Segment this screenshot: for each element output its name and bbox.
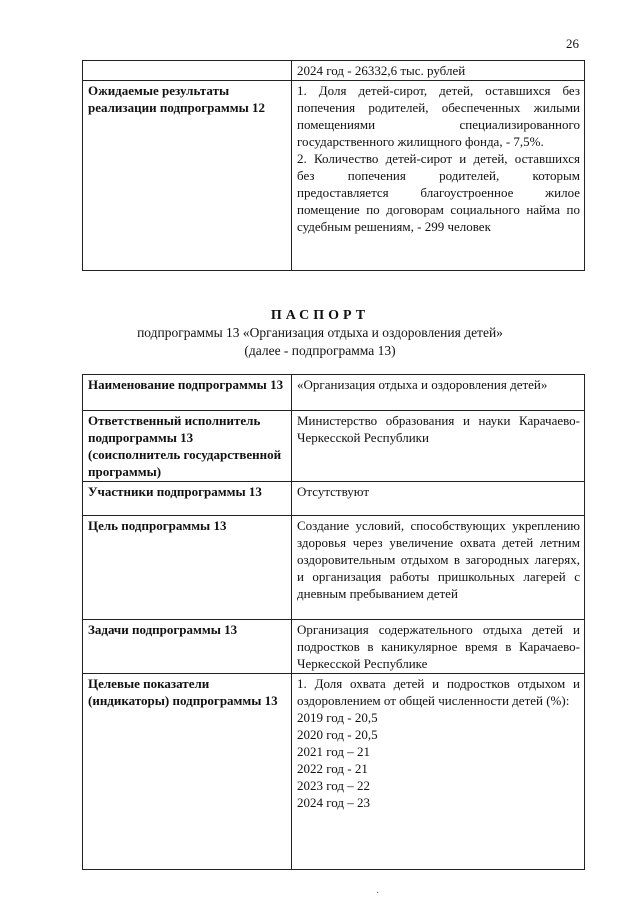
indicator-year: 2020 год - 20,5 bbox=[297, 727, 378, 742]
indicator-intro: 1. Доля охвата детей и подростков отдыхом и оздоровлением от общей численности детей (%): bbox=[297, 676, 580, 708]
indicators-value bbox=[292, 674, 585, 870]
passport-subtitle-2: (далее - подпрограмма 13) bbox=[244, 343, 396, 358]
scan-speck: · bbox=[376, 888, 380, 899]
result-item-2: 2. Количество детей-сирот и детей, оставшихся без попечения родителей, которым предоставляется благоустроенное жилое помещение по договорам социального найма по судебным решениям, - 299 человек bbox=[297, 151, 580, 234]
table-cell-label: Ответственный исполнитель подпрограммы 13 (соисполнитель государственной программы) bbox=[83, 411, 292, 482]
indicators-label: Целевые показатели (индикаторы) подпрограммы 13 bbox=[83, 674, 292, 870]
table-cell-label: Цель подпрограммы 13 bbox=[83, 516, 292, 620]
table-cell-label: Наименование подпрограммы 13 bbox=[83, 375, 292, 411]
indicator-year: 2022 год - 21 bbox=[297, 761, 368, 776]
table-cell-value: Отсутствуют bbox=[292, 482, 585, 516]
table-cell-value: Министерство образования и науки Карачаево-Черкесской Республики bbox=[292, 411, 585, 482]
table-row bbox=[83, 375, 585, 411]
passport-title: ПАСПОРТ bbox=[270, 308, 370, 323]
table-cell-label bbox=[83, 61, 292, 81]
table-row bbox=[83, 411, 585, 482]
table-row bbox=[83, 81, 585, 271]
table-cell-label: Участники подпрограммы 13 bbox=[83, 482, 292, 516]
passport-table bbox=[82, 374, 585, 870]
table-cell-value: Организация содержательного отдыха детей и подростков в каникулярное время в Карачаево-Черкесской Республике bbox=[292, 620, 585, 674]
result-item-1: 1. Доля детей-сирот, детей, оставшихся без попечения родителей, обеспеченных жилыми помещениями специализированного государственного жилищного фонда, - 7,5%. bbox=[297, 83, 580, 149]
expected-results-label: Ожидаемые результаты реализации подпрограммы 12 bbox=[83, 81, 292, 271]
table-row bbox=[83, 516, 585, 620]
indicator-year: 2023 год – 22 bbox=[297, 778, 370, 793]
expected-results-value bbox=[292, 81, 585, 271]
table-row bbox=[83, 482, 585, 516]
table-cell-value: Создание условий, способствующих укреплению здоровья через увеличение охвата детей летним оздоровительным отдыхом в загородных лагерях, и организация работы пришкольных лагерей с дневным пребыванием детей bbox=[292, 516, 585, 620]
page-number: 26 bbox=[566, 36, 579, 51]
results-table bbox=[82, 60, 585, 271]
table-row bbox=[83, 674, 585, 870]
passport-subtitle: подпрограммы 13 «Организация отдыха и оздоровления детей» bbox=[137, 325, 503, 340]
table-cell-value: 2024 год - 26332,6 тыс. рублей bbox=[292, 61, 585, 81]
table-cell-value: «Организация отдыха и оздоровления детей» bbox=[292, 375, 585, 411]
table-row bbox=[83, 620, 585, 674]
indicator-year: 2019 год - 20,5 bbox=[297, 710, 378, 725]
table-row bbox=[83, 61, 585, 81]
table-cell-label: Задачи подпрограммы 13 bbox=[83, 620, 292, 674]
indicator-year: 2021 год – 21 bbox=[297, 744, 370, 759]
indicator-year: 2024 год – 23 bbox=[297, 795, 370, 810]
